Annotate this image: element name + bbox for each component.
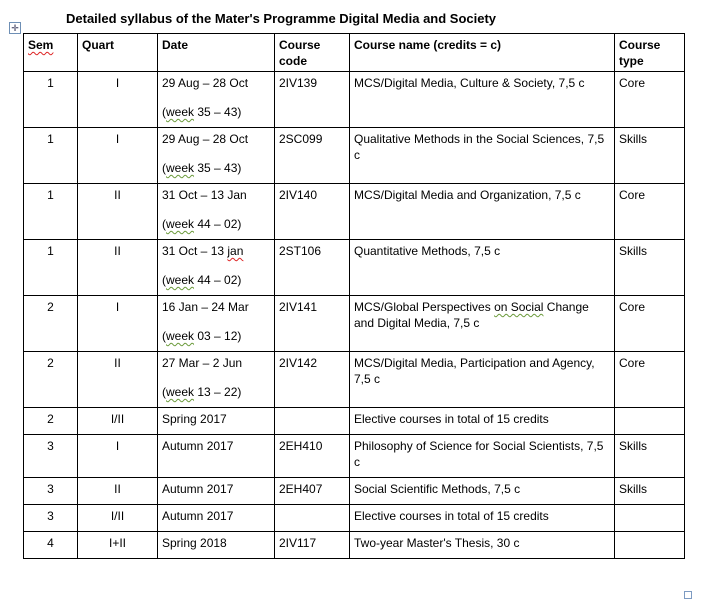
page-title: Detailed syllabus of the Mater's Programme Digital Media and Society: [66, 11, 497, 26]
table-resize-icon[interactable]: [684, 591, 692, 599]
cell-sem: 2: [24, 296, 78, 352]
header-sem: Sem: [24, 34, 78, 72]
cell-type: Skills: [615, 435, 685, 478]
cell-code: 2ST106: [275, 240, 350, 296]
syllabus-table: [23, 33, 685, 559]
cell-name: Elective courses in total of 15 credits: [350, 505, 615, 532]
cell-date: 29 Aug – 28 Oct (week 35 – 43): [158, 72, 275, 128]
cell-name: Elective courses in total of 15 credits: [350, 408, 615, 435]
cell-sem: 4: [24, 532, 78, 559]
cell-quart: I/II: [78, 505, 158, 532]
cell-date: 31 Oct – 13 Jan (week 44 – 02): [158, 184, 275, 240]
table-header-row: [24, 34, 685, 72]
cell-sem: 3: [24, 435, 78, 478]
header-quart: Quart: [78, 34, 158, 72]
cell-code: 2IV139: [275, 72, 350, 128]
cell-date: 31 Oct – 13 jan (week 44 – 02): [158, 240, 275, 296]
cell-type: Skills: [615, 478, 685, 505]
cell-type: Core: [615, 72, 685, 128]
cell-type: Core: [615, 296, 685, 352]
header-course-name: Course name (credits = c): [350, 34, 615, 72]
cell-date: Autumn 2017: [158, 505, 275, 532]
cell-date: 16 Jan – 24 Mar (week 03 – 12): [158, 296, 275, 352]
cell-quart: I: [78, 128, 158, 184]
cell-date: Spring 2017: [158, 408, 275, 435]
cell-quart: I: [78, 296, 158, 352]
cell-quart: II: [78, 478, 158, 505]
cell-type: Core: [615, 184, 685, 240]
cell-name: MCS/Digital Media, Participation and Agency, 7,5 c: [350, 352, 615, 408]
cell-type: Skills: [615, 240, 685, 296]
cell-sem: 2: [24, 352, 78, 408]
cell-quart: I+II: [78, 532, 158, 559]
cell-name: Social Scientific Methods, 7,5 c: [350, 478, 615, 505]
cell-code: 2IV141: [275, 296, 350, 352]
cell-code: 2EH410: [275, 435, 350, 478]
cell-quart: I: [78, 72, 158, 128]
cell-code: [275, 408, 350, 435]
cell-name: MCS/Digital Media, Culture & Society, 7,5 c: [350, 72, 615, 128]
cell-date: Spring 2018: [158, 532, 275, 559]
cell-type: Core: [615, 352, 685, 408]
table-row: [24, 505, 685, 532]
cell-sem: 1: [24, 72, 78, 128]
cell-type: [615, 505, 685, 532]
table-row: [24, 128, 685, 184]
cell-type: [615, 532, 685, 559]
cell-code: 2SC099: [275, 128, 350, 184]
cell-name: Two-year Master's Thesis, 30 c: [350, 532, 615, 559]
cell-name: Philosophy of Science for Social Scientists, 7,5 c: [350, 435, 615, 478]
header-course-code: Course code: [275, 34, 350, 72]
table-row: [24, 435, 685, 478]
cell-code: [275, 505, 350, 532]
cell-date: 27 Mar – 2 Jun (week 13 – 22): [158, 352, 275, 408]
header-course-type: Course type: [615, 34, 685, 72]
cell-date: 29 Aug – 28 Oct (week 35 – 43): [158, 128, 275, 184]
table-move-icon[interactable]: ✛: [9, 22, 21, 34]
cell-quart: I/II: [78, 408, 158, 435]
cell-code: 2IV142: [275, 352, 350, 408]
cell-quart: II: [78, 240, 158, 296]
table-row: [24, 184, 685, 240]
cell-date: Autumn 2017: [158, 478, 275, 505]
table-row: [24, 532, 685, 559]
table-row: [24, 478, 685, 505]
cell-name: MCS/Digital Media and Organization, 7,5 c: [350, 184, 615, 240]
cell-code: 2IV117: [275, 532, 350, 559]
cell-name: Qualitative Methods in the Social Sciences, 7,5 c: [350, 128, 615, 184]
cell-sem: 2: [24, 408, 78, 435]
table-row: [24, 352, 685, 408]
table-row: [24, 72, 685, 128]
cell-type: [615, 408, 685, 435]
cell-date: Autumn 2017: [158, 435, 275, 478]
cell-name: Quantitative Methods, 7,5 c: [350, 240, 615, 296]
cell-code: 2IV140: [275, 184, 350, 240]
cell-type: Skills: [615, 128, 685, 184]
cell-quart: I: [78, 435, 158, 478]
cell-name: MCS/Global Perspectives on Social Change and Digital Media, 7,5 c: [350, 296, 615, 352]
cell-sem: 1: [24, 128, 78, 184]
cell-sem: 3: [24, 478, 78, 505]
table-row: [24, 296, 685, 352]
table-row: [24, 240, 685, 296]
cell-sem: 1: [24, 240, 78, 296]
cell-quart: II: [78, 184, 158, 240]
cell-code: 2EH407: [275, 478, 350, 505]
cell-quart: II: [78, 352, 158, 408]
header-date: Date: [158, 34, 275, 72]
cell-sem: 3: [24, 505, 78, 532]
table-row: [24, 408, 685, 435]
cell-sem: 1: [24, 184, 78, 240]
